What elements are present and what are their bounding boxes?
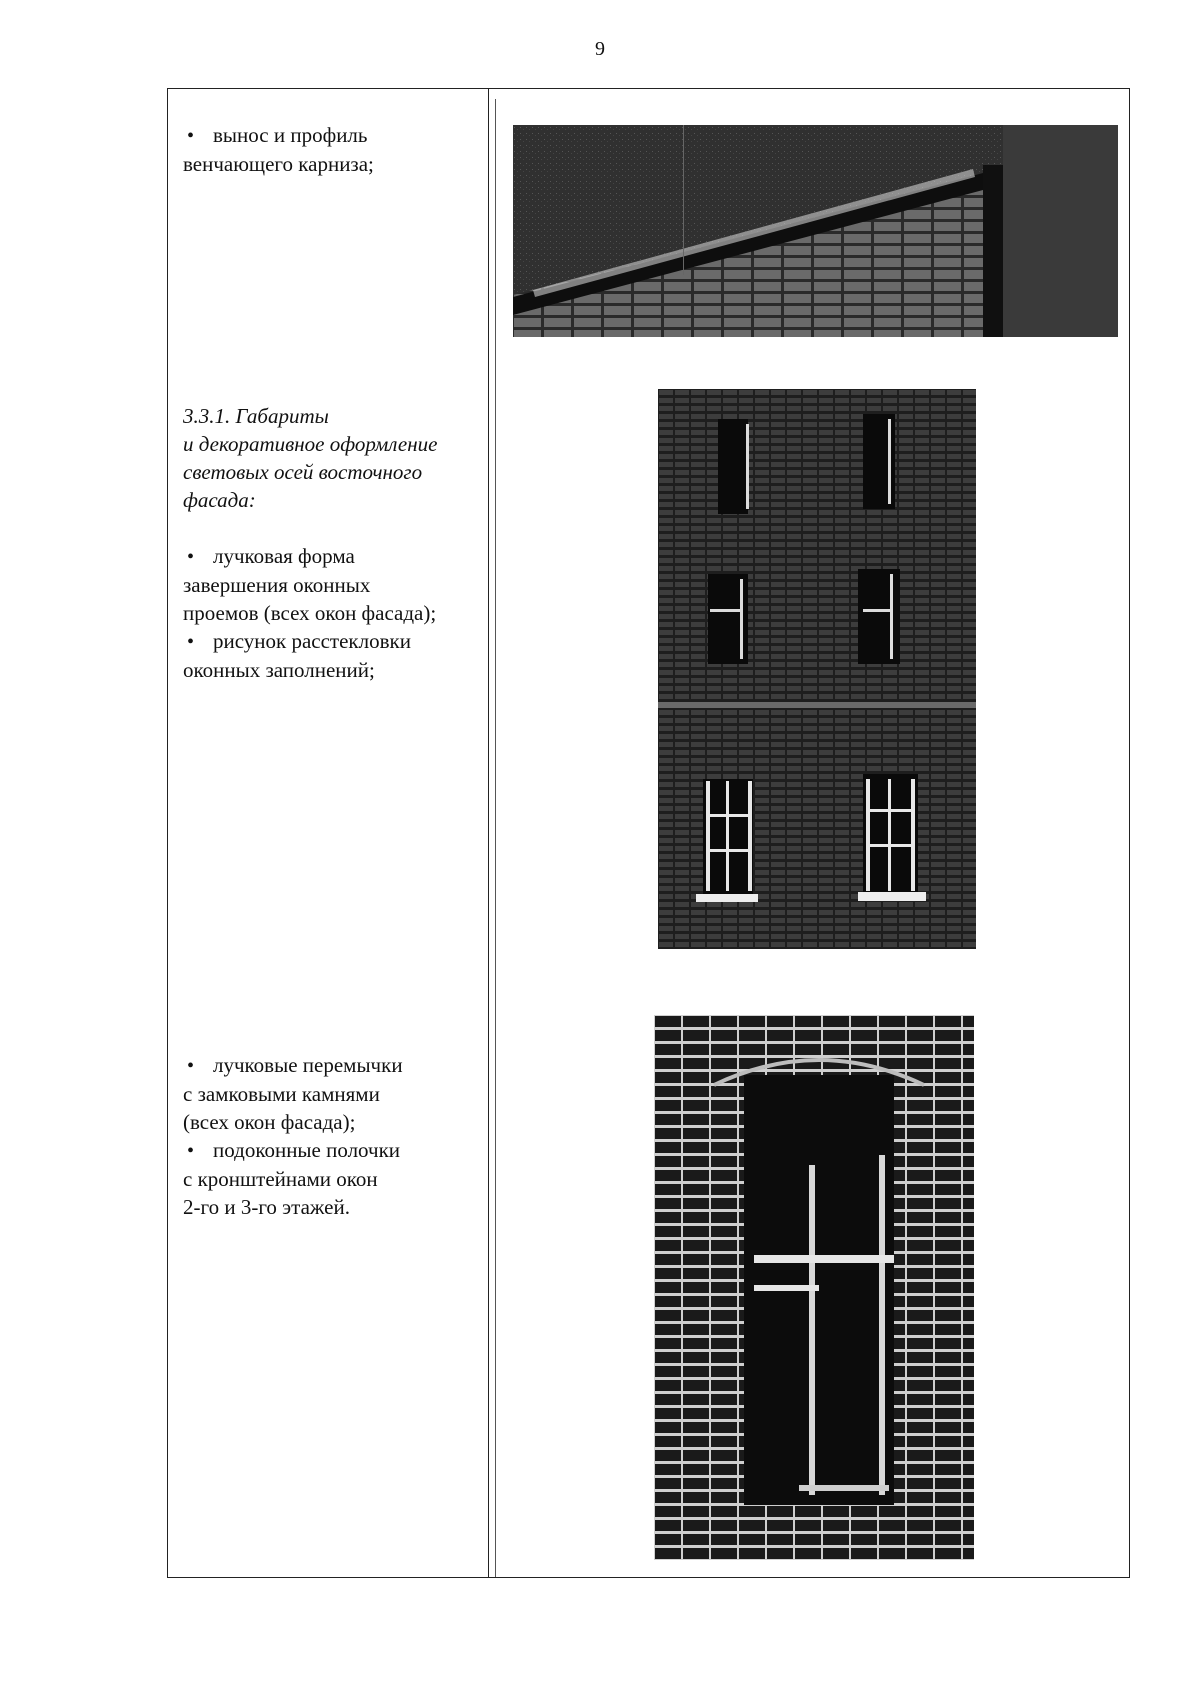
row-2-item-3: проемов (всех окон фасада); (183, 601, 437, 625)
window-detail-photo (654, 1015, 974, 1560)
row-3-item-3: (всех окон фасада); (183, 1110, 356, 1134)
row-1-item-1: вынос и профиль (213, 123, 368, 147)
section-heading-line-3: световых осей восточного (183, 460, 423, 484)
row-3-item-2: с замковыми камнями (183, 1082, 380, 1106)
row-2-item-4: рисунок расстекловки (213, 629, 411, 653)
section-heading-line-4: фасада: (183, 488, 256, 512)
row-3-item-1: лучковые перемычки (213, 1053, 403, 1077)
row-3-item-4: подоконные полочки (213, 1138, 401, 1162)
row-3-text (183, 1051, 483, 1221)
bullet-icon (183, 544, 213, 568)
page-number: 9 (595, 38, 605, 60)
bullet-icon (183, 1053, 213, 1077)
row-2-text (183, 402, 483, 684)
facade-windows-photo (658, 389, 976, 949)
cornice-photo (513, 125, 1118, 337)
row-1-text (183, 121, 483, 178)
row-2-item-1: лучковая форма (213, 544, 355, 568)
row-2-item-2: завершения оконных (183, 573, 371, 597)
bullet-icon (183, 123, 213, 147)
column-divider (488, 89, 489, 1577)
row-2-item-5: оконных заполнений; (183, 658, 375, 682)
document-table (167, 88, 1130, 1578)
bullet-icon (183, 629, 213, 653)
row-3-item-6: 2-го и 3-го этажей. (183, 1195, 350, 1219)
bullet-icon (183, 1138, 213, 1162)
column-divider-inner (495, 99, 496, 1577)
row-3-item-5: с кронштейнами окон (183, 1167, 378, 1191)
section-heading-line-1: 3.3.1. Габариты (183, 404, 329, 428)
section-heading-line-2: и декоративное оформление (183, 432, 438, 456)
row-1-item-2: венчающего карниза; (183, 152, 374, 176)
